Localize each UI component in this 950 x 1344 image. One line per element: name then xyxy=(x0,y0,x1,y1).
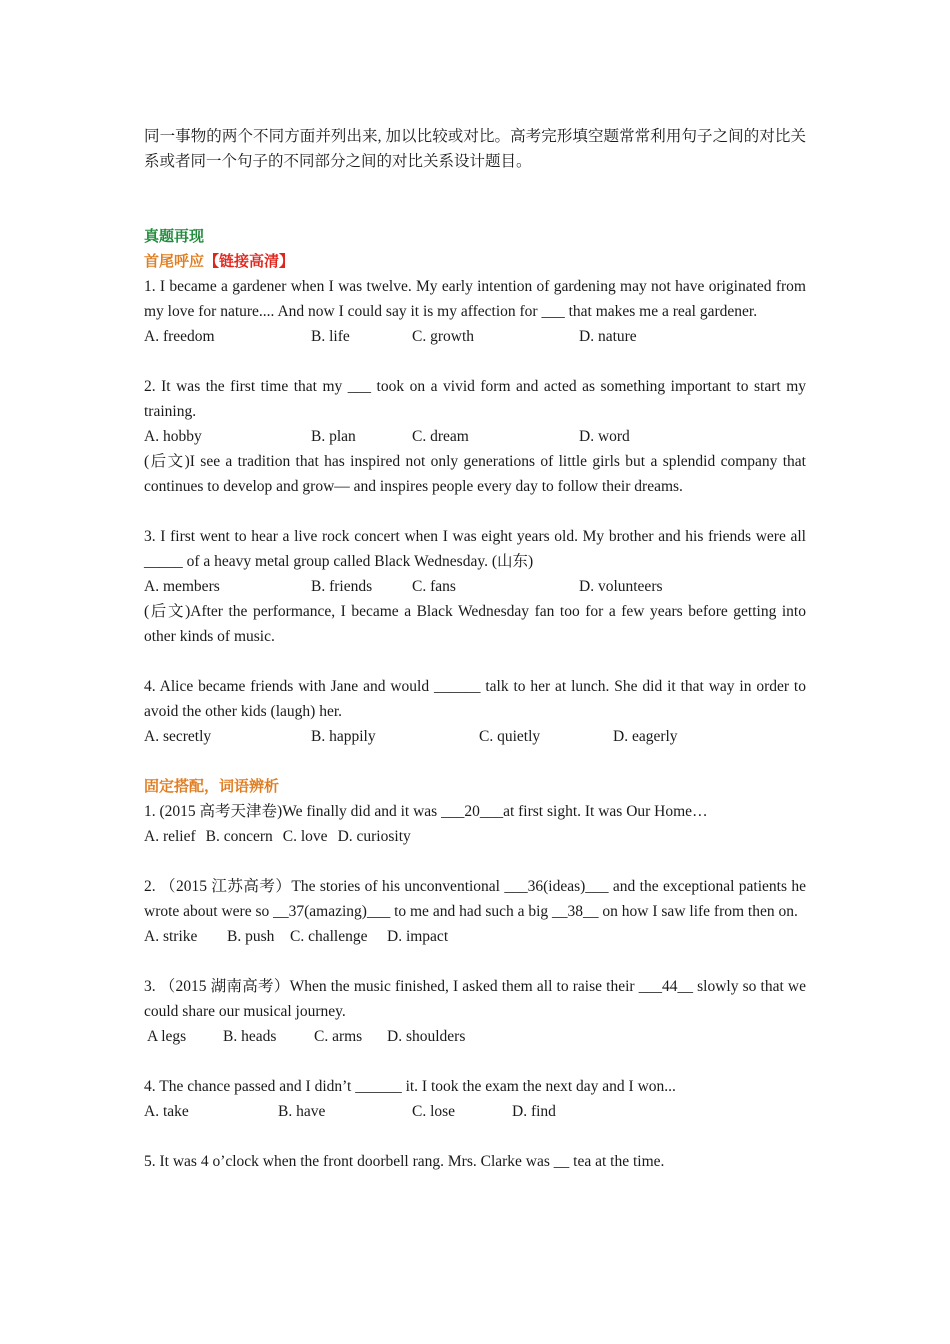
option: D. nature xyxy=(579,328,637,345)
hd-link[interactable]: 【链接高清】 xyxy=(204,252,295,270)
option: B. life xyxy=(311,328,350,345)
section-subtitle xyxy=(144,249,806,274)
option: B. happily xyxy=(311,728,376,745)
option: A. freedom xyxy=(144,328,215,345)
section-title-real-questions: 真题再现 xyxy=(144,227,205,245)
options-row xyxy=(144,574,806,599)
option: D. find xyxy=(512,1103,556,1120)
option: A. strike xyxy=(144,928,198,945)
option: C. love xyxy=(282,828,328,845)
question-text: 4. Alice became friends with Jane and would ______ talk to her at lunch. She did it that way in order to avoid the other kids (laugh) her. xyxy=(144,678,806,720)
options-row xyxy=(144,724,806,749)
option: B. plan xyxy=(311,428,356,445)
option: C. lose xyxy=(412,1103,456,1120)
option: B. friends xyxy=(311,578,373,595)
question-text: 4. The chance passed and I didn’t ______ it. I took the exam the next day and I won... xyxy=(144,1078,676,1095)
option: D. shoulders xyxy=(387,1028,466,1045)
option: C. arms xyxy=(314,1028,363,1045)
option: D. word xyxy=(579,428,630,445)
option: B. concern xyxy=(205,828,273,845)
options-row xyxy=(144,324,806,349)
question-text: 1. I became a gardener when I was twelve. My early intention of gardening may not have originated from my love for nature.... And now I could say it is my affection for ___ that makes me a real gardener. xyxy=(144,278,806,320)
option: C. fans xyxy=(412,578,456,595)
option: C. challenge xyxy=(290,928,368,945)
intro-paragraph: 同一事物的两个不同方面并列出来, 加以比较或对比。高考完形填空题常常利用句子之间的对比关系或者同一个句子的不同部分之间的对比关系设计题目。 xyxy=(144,128,806,170)
question-text: 5. It was 4 o’clock when the front doorbell rang. Mrs. Clarke was __ tea at the time. xyxy=(144,1153,665,1170)
question-text: 1. (2015 高考天津卷)We finally did and it was ___20___at first sight. It was Our Home… xyxy=(144,803,708,820)
context-note: (后文)After the performance, I became a Black Wednesday fan too for a few years before getting into other kinds of music. xyxy=(144,603,806,645)
option: C. dream xyxy=(412,428,469,445)
option: A. members xyxy=(144,578,220,595)
option: A legs xyxy=(147,1028,187,1045)
option: D. impact xyxy=(387,928,449,945)
option: A. hobby xyxy=(144,428,202,445)
options-row xyxy=(144,824,806,849)
options-row xyxy=(144,924,806,949)
subtitle-text: 首尾呼应 xyxy=(144,252,205,270)
option: D. volunteers xyxy=(579,578,663,595)
option: A. relief xyxy=(144,828,196,845)
option: C. quietly xyxy=(479,728,541,745)
option: A. take xyxy=(144,1103,189,1120)
options-row xyxy=(144,424,806,449)
options-row xyxy=(144,1024,806,1049)
question-text: 2. （2015 江苏高考）The stories of his unconventional ___36(ideas)___ and the exceptional patients he wrote about were so __37(amazing)___ to me and had such a big __38__ on how I saw life from then on. xyxy=(144,878,806,920)
option: B. have xyxy=(278,1103,326,1120)
section-title-collocations: 固定搭配，词语辨析 xyxy=(144,777,280,795)
question-text: 2. It was the first time that my ___ took on a vivid form and acted as something important to start my training. xyxy=(144,378,806,420)
option: B. heads xyxy=(223,1028,277,1045)
question-text: 3. I first went to hear a live rock concert when I was eight years old. My brother and his friends were all _____ of a heavy metal group called Black Wednesday. (山东) xyxy=(144,528,806,570)
options-row xyxy=(144,1099,806,1124)
option: A. secretly xyxy=(144,728,212,745)
question-text: 3. （2015 湖南高考）When the music finished, I asked them all to raise their ___44__ slowly so that we could share our musical journey. xyxy=(144,978,806,1020)
option: D. curiosity xyxy=(337,828,411,845)
option: C. growth xyxy=(412,328,474,345)
context-note: (后文)I see a tradition that has inspired not only generations of little girls but a splendid company that continues to develop and grow— and inspires people every day to follow their dreams. xyxy=(144,453,806,495)
option: B. push xyxy=(227,928,275,945)
document-page xyxy=(144,124,806,1174)
option: D. eagerly xyxy=(613,728,678,745)
